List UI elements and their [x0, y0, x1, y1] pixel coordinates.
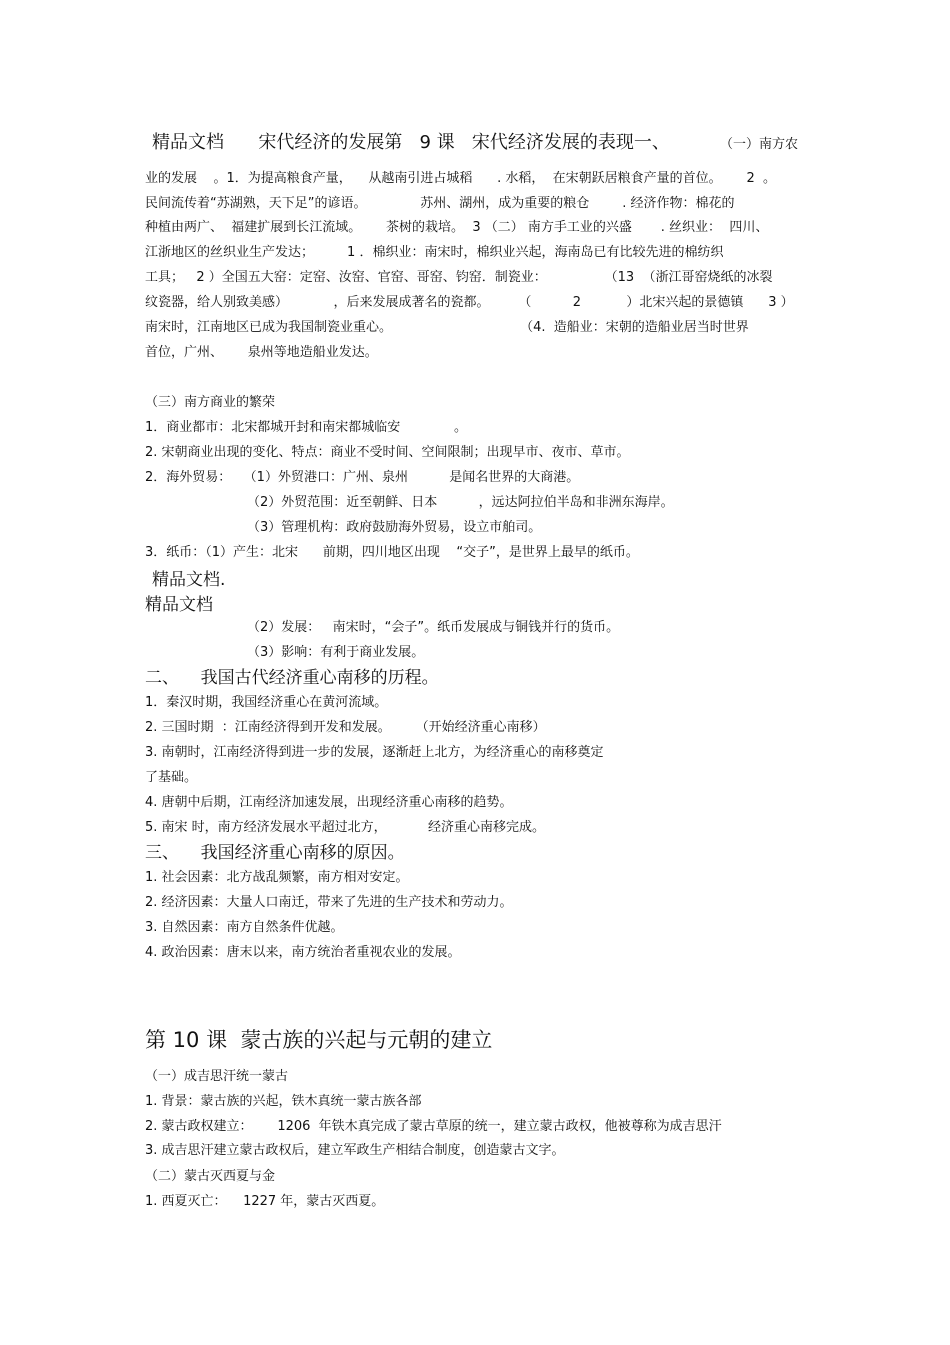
- paragraph-line: 种植由两广、 福建扩展到长江流域。 茶树的栽培。 3 （二） 南方手工业的兴盛 . 丝织业： 四川、: [145, 220, 769, 235]
- paragraph-line: 业的发展 。1．为提高粮食产量， 从越南引进占城稻 . 水稻， 在宋朝跃居粮食产量的首位。 2 。: [145, 171, 776, 186]
- list-item: 1. 西夏灭亡： 1227 年，蒙古灭西夏。: [145, 1194, 385, 1209]
- subsection-heading: （一）成吉思汗统一蒙古: [145, 1069, 289, 1084]
- list-item: 4. 政治因素：唐末以来，南方统治者重视农业的发展。: [145, 945, 461, 960]
- lesson9-title: 精品文档 宋代经济的发展第 9 课 宋代经济发展的表现一、: [152, 132, 670, 153]
- paragraph-line: 江浙地区的丝织业生产发达； 1 ．棉织业：南宋时，棉织业兴起，海南岛已有比较先进的棉纺织: [145, 245, 724, 260]
- page-header: 精品文档: [145, 595, 213, 615]
- list-item: 2. 蒙古政权建立： 1206 年铁木真完成了蒙古草原的统一，建立蒙古政权，他被尊称为成吉思汗: [145, 1119, 722, 1134]
- list-item: （3）管理机构：政府鼓励海外贸易，设立市舶司。: [247, 520, 542, 535]
- paragraph-line: 民间流传着“苏湖熟，天下足”的谚语。 苏州、湖州，成为重要的粮仓 . 经济作物：棉花的: [145, 196, 735, 211]
- list-item: 4. 唐朝中后期，江南经济加速发展，出现经济重心南移的趋势。: [145, 795, 513, 810]
- list-item: 2．海外贸易： （1）外贸港口：广州、泉州 是闻名世界的大商港。: [145, 470, 580, 485]
- paragraph-line: 南宋时，江南地区已成为我国制瓷业重心。 （4. 造船业：宋朝的造船业居当时世界: [145, 320, 749, 335]
- paragraph-line: 首位，广州、 泉州等地造船业发达。: [145, 345, 378, 360]
- list-item: 1．商业都市：北宋都城开封和南宋都城临安 。: [145, 420, 467, 435]
- subsection-heading: （二）蒙古灭西夏与金: [145, 1169, 276, 1184]
- paragraph-line: 工具； 2 ）全国五大窑：定窑、汝窑、官窑、哥窑、钧窑．制瓷业： （13 （浙江哥窑烧纸的冰裂: [145, 270, 773, 285]
- list-item: 了基础。: [145, 770, 198, 785]
- list-item: 2. 宋朝商业出现的变化、特点：商业不受时间、空间限制；出现早市、夜市、草市。: [145, 445, 630, 460]
- paragraph-line: 纹瓷器，给人别致美感） ，后来发展成著名的瓷都。 （ 2 ）北宋兴起的景德镇 3 ）: [145, 295, 794, 310]
- list-item: 2. 三国时期 ：江南经济得到开发和发展。 （开始经济重心南移）: [145, 720, 546, 735]
- list-item: （2）外贸范围：近至朝鲜、日本 ，远达阿拉伯半岛和非洲东海岸。: [247, 495, 674, 510]
- list-item: 3. 成吉思汗建立蒙古政权后，建立军政生产相结合制度，创造蒙古文字。: [145, 1143, 565, 1158]
- section-heading: 三、 我国经济重心南移的原因。: [145, 843, 405, 863]
- list-item: 1. 背景：蒙古族的兴起，铁木真统一蒙古族各部: [145, 1094, 422, 1109]
- lesson9-title-tail: （一）南方农: [720, 137, 799, 152]
- section-heading: 二、 我国古代经济重心南移的历程。: [145, 668, 439, 688]
- lesson10-title: 第 10 课 蒙古族的兴起与元朝的建立: [145, 1028, 493, 1052]
- list-item: 2. 经济因素：大量人口南迁，带来了先进的生产技术和劳动力。: [145, 895, 513, 910]
- list-item: 1. 社会因素：北方战乱频繁，南方相对安定。: [145, 870, 409, 885]
- list-item: 5. 南宋 时，南方经济发展水平超过北方， 经济重心南移完成。: [145, 820, 545, 835]
- list-item: （3）影响：有利于商业发展。: [247, 645, 425, 660]
- commerce-heading: （三）南方商业的繁荣: [145, 395, 276, 410]
- list-item: 1．秦汉时期，我国经济重心在黄河流域。: [145, 695, 388, 710]
- list-item: 3. 南朝时，江南经济得到进一步的发展，逐渐赶上北方，为经济重心的南移奠定: [145, 745, 604, 760]
- list-item: 3. 自然因素：南方自然条件优越。: [145, 920, 344, 935]
- list-item: （2）发展： 南宋时，“会子”。纸币发展成与铜钱并行的货币。: [247, 620, 620, 635]
- list-item: 3．纸币：（1）产生：北宋 前期，四川地区出现 “交子”，是世界上最早的纸币。: [145, 545, 639, 560]
- page-footer: 精品文档.: [152, 570, 226, 590]
